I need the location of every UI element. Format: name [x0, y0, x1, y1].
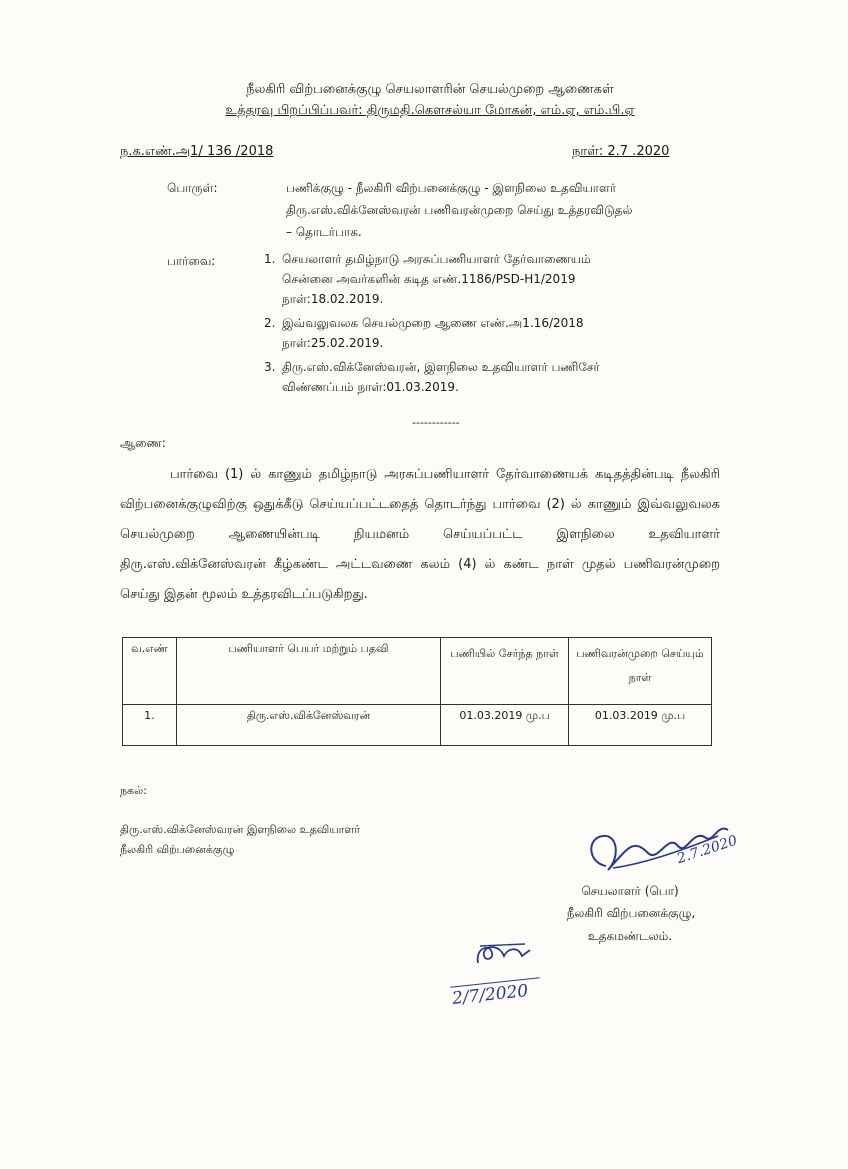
- copy-label: நகல்:: [120, 784, 147, 797]
- reference-number: ந.க.எண்.அ1/ 136 /2018: [120, 144, 274, 159]
- initials-date: 2/7/2020: [451, 981, 530, 1009]
- reference-3-line-2: விண்ணப்பம் நாள்:01.03.2019.: [282, 380, 459, 394]
- reference-3-line-1: திரு.எஸ்.விக்னேஸ்வரன், இளநிலை உதவியாளர் பணிசேர்: [282, 360, 600, 374]
- initials-icon: [470, 938, 540, 978]
- signatory-designation: செயலாளர் (பொ): [581, 884, 679, 898]
- references-label: பார்வை:: [167, 254, 216, 268]
- copy-recipient: [120, 820, 360, 860]
- subject-line-1: பணிக்குழு - நீலகிரி விற்பனைக்குழு - இளநிலை உதவியாளர்: [286, 181, 617, 195]
- subject-text: [286, 177, 716, 243]
- copy-line-2: நீலகிரி விற்பனைக்குழு: [120, 843, 235, 856]
- separator: ------------: [412, 416, 460, 429]
- document-title: நீலகிரி விற்பனைக்குழு செயலாளரின் செயல்முறை ஆணைகள்: [246, 82, 614, 97]
- subject-label: பொருள்:: [167, 181, 218, 195]
- signature-date: 2.7.2020: [675, 832, 740, 868]
- table-header-cell: பணியில் சேர்ந்த நாள்: [441, 638, 569, 705]
- reference-number-1: 1.: [264, 252, 276, 266]
- table-header-row: [123, 638, 712, 705]
- reference-item: [264, 249, 704, 309]
- reference-item: [264, 313, 704, 353]
- table-cell: திரு.எஸ்.விக்னேஸ்வரன்: [176, 705, 440, 746]
- table-cell: 01.03.2019 மு.ப: [569, 705, 712, 746]
- subject-line-2: திரு.எஸ்.விக்னேஸ்வரன் பணிவரன்முறை செய்து உத்தரவிடுதல்: [286, 203, 633, 217]
- copy-line-1: திரு.எஸ்.விக்னேஸ்வரன் இளநிலை உதவியாளர்: [120, 823, 361, 836]
- table-header-cell: பணிவரன்முறை செய்யும் நாள்: [569, 638, 712, 705]
- regularisation-table: [122, 637, 712, 746]
- table-header-cell: வ.எண்: [123, 638, 177, 705]
- reference-1-line-3: நாள்:18.02.2019.: [282, 292, 384, 306]
- reference-1-line-1: செயலாளர் தமிழ்நாடு அரசுப்பணியாளர் தேர்வாணையம்: [282, 252, 591, 266]
- reference-number-3: 3.: [264, 360, 276, 374]
- reference-2-line-2: நாள்:25.02.2019.: [282, 336, 384, 350]
- issuer-line: உத்தரவு பிறப்பிப்பவர்: திருமதி.கௌசல்யா மோகன், எம்.ஏ, எம்.பி.ஏ: [225, 103, 635, 118]
- order-date: நாள்: 2.7 .2020: [572, 144, 670, 159]
- table-cell: 1.: [123, 705, 177, 746]
- reference-1-line-2: சென்னை அவர்களின் கடித எண்.1186/PSD-H1/2019: [282, 272, 576, 286]
- table-row: [123, 705, 712, 746]
- reference-number-2: 2.: [264, 316, 276, 330]
- table-cell: 01.03.2019 மு.ப: [441, 705, 569, 746]
- signatory-office: நீலகிரி விற்பனைக்குழு,: [566, 906, 696, 920]
- subject-line-3: – தொடர்பாக.: [286, 225, 362, 239]
- order-label: ஆணை:: [120, 436, 166, 450]
- reference-2-line-1: இவ்வலுவலக செயல்முறை ஆணை எண்.அ1.16/2018: [282, 316, 584, 330]
- table-header-cell: பணியாளர் பெயர் மற்றும் பதவி: [176, 638, 440, 705]
- order-body: பார்வை (1) ல் காணும் தமிழ்நாடு அரசுப்பணியாளர் தேர்வாணையக் கடிதத்தின்படி நீலகிரி விற்பனைக்குழுவிற்கு ஒதுக்கீடு செய்யப்பட்டதைத் தொடர்ந்து பார்வை (2) ல் காணும் இவ்வலுவலக செயல்முறை ஆணையின்படி நியமனம் செய்யப்பட்ட இளநிலை உதவியாளர் திரு.எஸ்.விக்னேஸ்வரன் கீழ்கண்ட அட்டவணை கலம் (4) ல் கண்ட நாள் முதல் பணிவரன்முறை செய்து இதன் மூலம் உத்தரவிடப்படுகிறது.: [120, 467, 720, 602]
- reference-item: [264, 357, 704, 397]
- signatory-place: உதகமண்டலம்.: [587, 929, 673, 943]
